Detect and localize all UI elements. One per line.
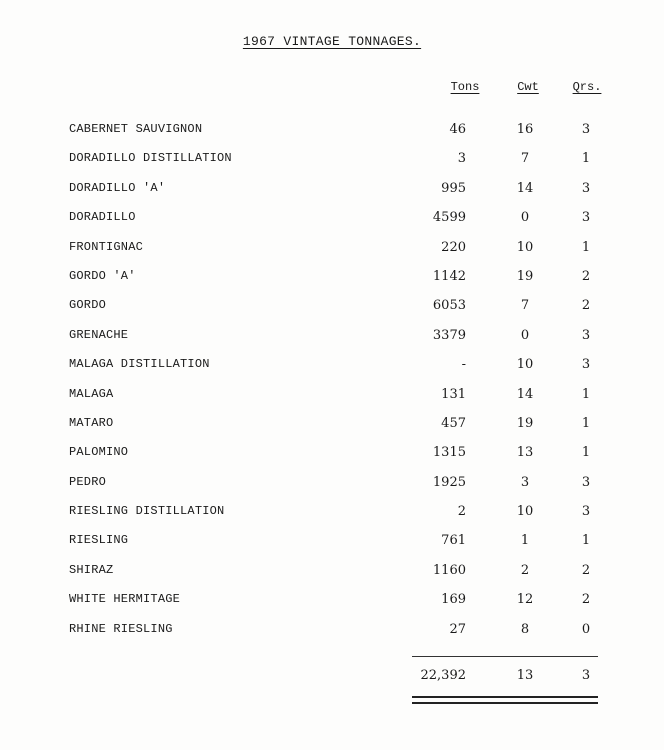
tons-value: 457 bbox=[441, 415, 466, 431]
table-row bbox=[0, 533, 664, 562]
qrs-value: 3 bbox=[581, 122, 591, 137]
column-header-tons: Tons bbox=[450, 80, 480, 94]
cwt-value: 10 bbox=[516, 357, 534, 373]
cwt-value: 7 bbox=[520, 298, 530, 314]
qrs-value: 1 bbox=[581, 533, 591, 549]
variety-name: DORADILLO bbox=[69, 210, 136, 225]
qrs-value: 2 bbox=[581, 562, 591, 578]
cwt-value: 7 bbox=[520, 151, 530, 167]
cwt-value: 8 bbox=[520, 621, 530, 637]
table-row bbox=[0, 563, 664, 592]
tons-value: 995 bbox=[441, 180, 466, 196]
tons-value: 3 bbox=[457, 151, 466, 167]
tons-value: 131 bbox=[441, 386, 466, 402]
variety-name: GORDO 'A' bbox=[69, 268, 136, 283]
tonnage-table bbox=[0, 122, 664, 651]
cwt-value: 1 bbox=[520, 533, 530, 549]
total-cwt: 13 bbox=[516, 668, 534, 683]
page-title bbox=[0, 34, 664, 49]
variety-name: MATARO bbox=[69, 415, 114, 430]
table-row bbox=[0, 122, 664, 151]
cwt-value: 12 bbox=[516, 592, 534, 608]
tons-value: 761 bbox=[441, 533, 466, 549]
cwt-value: 0 bbox=[520, 210, 530, 226]
table-row bbox=[0, 475, 664, 504]
tons-value: 6053 bbox=[432, 298, 466, 314]
tons-value: 169 bbox=[441, 592, 466, 608]
variety-name: CABERNET SAUVIGNON bbox=[69, 122, 203, 136]
total-double-underline bbox=[412, 696, 598, 704]
variety-name: DORADILLO 'A' bbox=[69, 180, 166, 195]
variety-name: DORADILLO DISTILLATION bbox=[69, 151, 232, 166]
cwt-value: 0 bbox=[520, 327, 530, 343]
variety-name: RIESLING bbox=[69, 533, 129, 548]
qrs-value: 1 bbox=[581, 415, 591, 431]
qrs-value: 1 bbox=[581, 239, 591, 255]
variety-name: PALOMINO bbox=[69, 445, 129, 460]
table-row bbox=[0, 387, 664, 416]
qrs-value: 3 bbox=[581, 357, 591, 373]
table-row bbox=[0, 151, 664, 180]
qrs-value: 3 bbox=[581, 474, 591, 490]
tons-value: 27 bbox=[449, 621, 466, 637]
total-tons: 22,392 bbox=[420, 668, 466, 683]
cwt-value: 2 bbox=[520, 562, 530, 578]
qrs-value: 3 bbox=[581, 327, 591, 343]
variety-name: MALAGA bbox=[69, 386, 114, 401]
qrs-value: 3 bbox=[581, 180, 591, 196]
tons-value: 2 bbox=[457, 504, 466, 520]
tons-value: 1925 bbox=[432, 474, 466, 490]
tons-value: 3379 bbox=[432, 327, 466, 343]
total-qrs: 3 bbox=[581, 668, 591, 683]
table-row bbox=[0, 592, 664, 621]
table-row bbox=[0, 622, 664, 651]
variety-name: FRONTIGNAC bbox=[69, 239, 144, 254]
title-text: 1967 VINTAGE TONNAGES. bbox=[242, 34, 422, 49]
table-row bbox=[0, 445, 664, 474]
tons-value: 220 bbox=[441, 239, 466, 255]
table-row bbox=[0, 328, 664, 357]
cwt-value: 19 bbox=[516, 415, 534, 431]
cwt-value: 16 bbox=[516, 122, 534, 137]
qrs-value: 1 bbox=[581, 445, 591, 461]
variety-name: GRENACHE bbox=[69, 327, 129, 342]
cwt-value: 13 bbox=[516, 445, 534, 461]
table-row bbox=[0, 210, 664, 239]
tons-value: 1160 bbox=[432, 562, 466, 578]
qrs-value: 3 bbox=[581, 210, 591, 226]
variety-name: MALAGA DISTILLATION bbox=[69, 357, 210, 372]
variety-name: WHITE HERMITAGE bbox=[69, 592, 181, 607]
qrs-value: 1 bbox=[581, 151, 591, 167]
table-row bbox=[0, 504, 664, 533]
table-row bbox=[0, 269, 664, 298]
qrs-value: 1 bbox=[581, 386, 591, 402]
variety-name: GORDO bbox=[69, 298, 107, 313]
table-row bbox=[0, 181, 664, 210]
table-row bbox=[0, 416, 664, 445]
tons-value: 1142 bbox=[432, 268, 466, 284]
table-row bbox=[0, 298, 664, 327]
tons-value: 1315 bbox=[432, 445, 466, 461]
qrs-value: 3 bbox=[581, 504, 591, 520]
variety-name: PEDRO bbox=[69, 474, 107, 489]
variety-name: SHIRAZ bbox=[69, 562, 114, 577]
total-row bbox=[0, 668, 664, 688]
table-row bbox=[0, 357, 664, 386]
table-row bbox=[0, 240, 664, 269]
tons-value: 4599 bbox=[432, 210, 466, 226]
total-divider bbox=[412, 656, 598, 657]
cwt-value: 14 bbox=[516, 386, 534, 402]
column-header-cwt: Cwt bbox=[517, 80, 539, 94]
cwt-value: 10 bbox=[516, 239, 534, 255]
tons-value: - bbox=[461, 357, 466, 373]
qrs-value: 2 bbox=[581, 298, 591, 314]
variety-name: RHINE RIESLING bbox=[69, 621, 173, 636]
variety-name: RIESLING DISTILLATION bbox=[69, 504, 225, 519]
qrs-value: 2 bbox=[581, 268, 591, 284]
cwt-value: 10 bbox=[516, 504, 534, 520]
cwt-value: 14 bbox=[516, 180, 534, 196]
qrs-value: 0 bbox=[581, 621, 591, 637]
cwt-value: 3 bbox=[520, 474, 530, 490]
tons-value: 46 bbox=[449, 122, 466, 137]
cwt-value: 19 bbox=[516, 268, 534, 284]
column-header-qrs: Qrs. bbox=[572, 80, 602, 94]
qrs-value: 2 bbox=[581, 592, 591, 608]
